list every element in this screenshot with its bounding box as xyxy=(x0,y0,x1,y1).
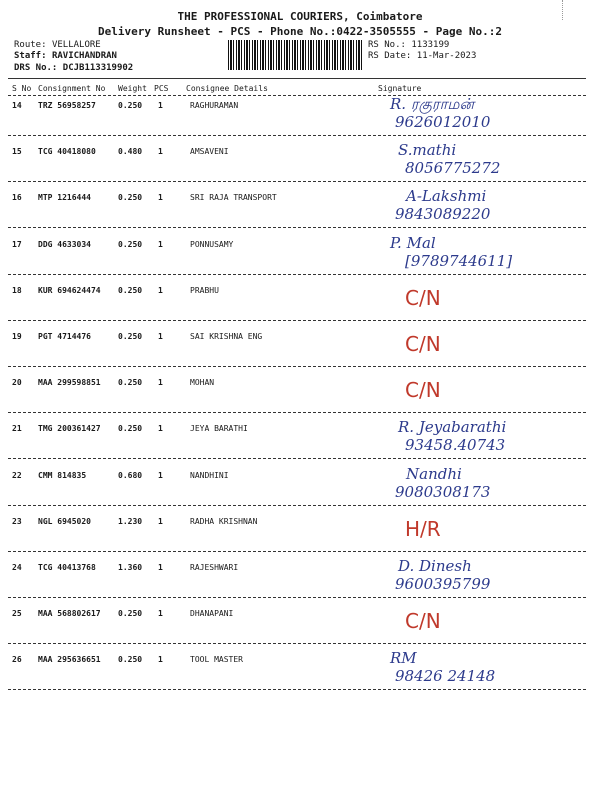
col-pcs-header: PCS xyxy=(154,84,169,93)
row-weight: 0.250 xyxy=(118,101,143,110)
row-weight: 0.250 xyxy=(118,655,143,664)
row-signature-phone: 9080308173 xyxy=(395,483,491,501)
row-separator xyxy=(8,181,586,182)
row-separator xyxy=(8,689,586,690)
row-weight: 1.360 xyxy=(118,563,143,572)
row-consignee-name: RAJESHWARI xyxy=(190,563,239,572)
row-consignee-name: SAI KRISHNA ENG xyxy=(190,332,263,341)
row-separator xyxy=(8,135,586,136)
row-signature: Nandhi xyxy=(406,465,462,483)
row-pcs: 1 xyxy=(158,240,163,249)
row-consignee-name: PRABHU xyxy=(190,286,219,295)
row-signature-phone: 8056775272 xyxy=(405,159,501,177)
row-signature: R. Jeyabarathi xyxy=(398,418,507,436)
row-consignee-name: JEYA BARATHI xyxy=(190,424,248,433)
row-sno: 20 xyxy=(12,378,22,387)
runsheet-subtitle: Delivery Runsheet - PCS - Phone No.:0422-3505555 - Page No.:2 xyxy=(98,25,502,38)
row-weight: 0.250 xyxy=(118,609,143,618)
row-pcs: 1 xyxy=(158,286,163,295)
row-consignment-no: TMG 200361427 xyxy=(38,424,101,433)
row-consignment-no: DDG 4633034 xyxy=(38,240,91,249)
header-top-rule xyxy=(8,78,586,79)
row-separator xyxy=(8,412,586,413)
row-separator xyxy=(8,227,586,228)
row-sno: 14 xyxy=(12,101,22,110)
rs-no-value: 1133199 xyxy=(411,40,450,50)
row-separator xyxy=(8,505,586,506)
row-sno: 23 xyxy=(12,517,22,526)
row-sno: 25 xyxy=(12,609,22,618)
row-pcs: 1 xyxy=(158,424,163,433)
row-signature-phone: 9843089220 xyxy=(395,205,491,223)
staff-line xyxy=(14,51,117,61)
row-pcs: 1 xyxy=(158,655,163,664)
route-label: Route: xyxy=(14,40,47,50)
row-signature: C/N xyxy=(405,332,441,356)
row-signature-phone: 93458.40743 xyxy=(405,436,506,454)
row-consignment-no: MAA 295636651 xyxy=(38,655,101,664)
row-separator xyxy=(8,551,586,552)
row-sno: 18 xyxy=(12,286,22,295)
row-weight: 0.250 xyxy=(118,286,143,295)
drs-value: DCJB113319902 xyxy=(62,63,134,73)
col-consignee-header: Consignee Details xyxy=(186,84,268,93)
row-pcs: 1 xyxy=(158,101,163,110)
row-signature: A-Lakshmi xyxy=(406,187,487,205)
barcode xyxy=(228,40,363,70)
drs-label: DRS No.: xyxy=(14,63,58,73)
row-pcs: 1 xyxy=(158,378,163,387)
staff-value: RAVICHANDRAN xyxy=(51,51,117,61)
corner-stamp xyxy=(562,0,599,20)
row-weight: 0.250 xyxy=(118,240,143,249)
row-separator xyxy=(8,643,586,644)
row-signature: C/N xyxy=(405,286,441,310)
row-consignee-name: DHANAPANI xyxy=(190,609,234,618)
row-consignment-no: TRZ 56958257 xyxy=(38,101,96,110)
route-line xyxy=(14,40,101,50)
row-weight: 0.250 xyxy=(118,332,143,341)
rs-no-label: RS No.: xyxy=(368,40,406,50)
row-weight: 0.250 xyxy=(118,424,143,433)
row-sno: 21 xyxy=(12,424,22,433)
row-sno: 24 xyxy=(12,563,22,572)
row-consignment-no: PGT 4714476 xyxy=(38,332,91,341)
row-consignee-name: RAGHURAMAN xyxy=(190,101,239,110)
row-signature: P. Mal xyxy=(390,234,436,252)
row-sno: 19 xyxy=(12,332,22,341)
row-sno: 22 xyxy=(12,471,22,480)
row-pcs: 1 xyxy=(158,193,163,202)
header-bottom-rule xyxy=(8,95,586,96)
row-consignment-no: KUR 694624474 xyxy=(38,286,101,295)
runsheet-title: THE PROFESSIONAL COURIERS, Coimbatore xyxy=(177,10,423,23)
row-consignment-no: NGL 6945020 xyxy=(38,517,91,526)
row-pcs: 1 xyxy=(158,471,163,480)
row-sno: 17 xyxy=(12,240,22,249)
rs-date-line xyxy=(368,51,476,61)
rs-no-line xyxy=(368,40,449,50)
row-signature: RM xyxy=(390,649,417,667)
row-separator xyxy=(8,366,586,367)
row-consignee-name: NANDHINI xyxy=(190,471,229,480)
row-signature-phone: 9600395799 xyxy=(395,575,491,593)
row-pcs: 1 xyxy=(158,147,163,156)
row-pcs: 1 xyxy=(158,517,163,526)
col-signature-header: Signature xyxy=(378,84,422,93)
row-separator xyxy=(8,274,586,275)
row-signature: C/N xyxy=(405,609,441,633)
row-consignment-no: TCG 40413768 xyxy=(38,563,96,572)
row-pcs: 1 xyxy=(158,563,163,572)
row-weight: 0.680 xyxy=(118,471,143,480)
row-consignment-no: CMM 814835 xyxy=(38,471,87,480)
drs-line xyxy=(14,63,133,73)
row-consignment-no: MAA 568802617 xyxy=(38,609,101,618)
col-sno-header: S No xyxy=(12,84,32,93)
row-consignment-no: MAA 299598851 xyxy=(38,378,101,387)
row-consignee-name: RADHA KRISHNAN xyxy=(190,517,258,526)
row-consignee-name: MOHAN xyxy=(190,378,215,387)
col-consignment-header: Consignment No xyxy=(38,84,106,93)
row-signature: C/N xyxy=(405,378,441,402)
staff-label: Staff: xyxy=(14,51,47,61)
row-weight: 1.230 xyxy=(118,517,143,526)
row-signature: S.mathi xyxy=(398,141,457,159)
row-consignee-name: TOOL MASTER xyxy=(190,655,243,664)
row-pcs: 1 xyxy=(158,609,163,618)
row-separator xyxy=(8,597,586,598)
row-sno: 16 xyxy=(12,193,22,202)
row-separator xyxy=(8,320,586,321)
row-signature: H/R xyxy=(405,517,441,541)
route-value: VELLALORE xyxy=(51,40,101,50)
row-pcs: 1 xyxy=(158,332,163,341)
col-weight-header: Weight xyxy=(118,84,147,93)
row-signature-phone: 98426 24148 xyxy=(395,667,496,685)
row-signature: R. ரகுராமன் xyxy=(390,95,475,113)
row-sno: 15 xyxy=(12,147,22,156)
rs-date-value: 11-Mar-2023 xyxy=(416,51,477,61)
row-consignee-name: SRI RAJA TRANSPORT xyxy=(190,193,277,202)
row-consignment-no: TCG 40418080 xyxy=(38,147,96,156)
row-consignee-name: AMSAVENI xyxy=(190,147,229,156)
row-signature: D. Dinesh xyxy=(398,557,472,575)
row-weight: 0.480 xyxy=(118,147,143,156)
row-sno: 26 xyxy=(12,655,22,664)
row-separator xyxy=(8,458,586,459)
row-consignee-name: PONNUSAMY xyxy=(190,240,234,249)
row-signature-phone: 9626012010 xyxy=(395,113,491,131)
row-consignment-no: MTP 1216444 xyxy=(38,193,91,202)
rs-date-label: RS Date: xyxy=(368,51,412,61)
row-weight: 0.250 xyxy=(118,378,143,387)
row-weight: 0.250 xyxy=(118,193,143,202)
row-signature-phone: [9789744611] xyxy=(405,252,513,270)
